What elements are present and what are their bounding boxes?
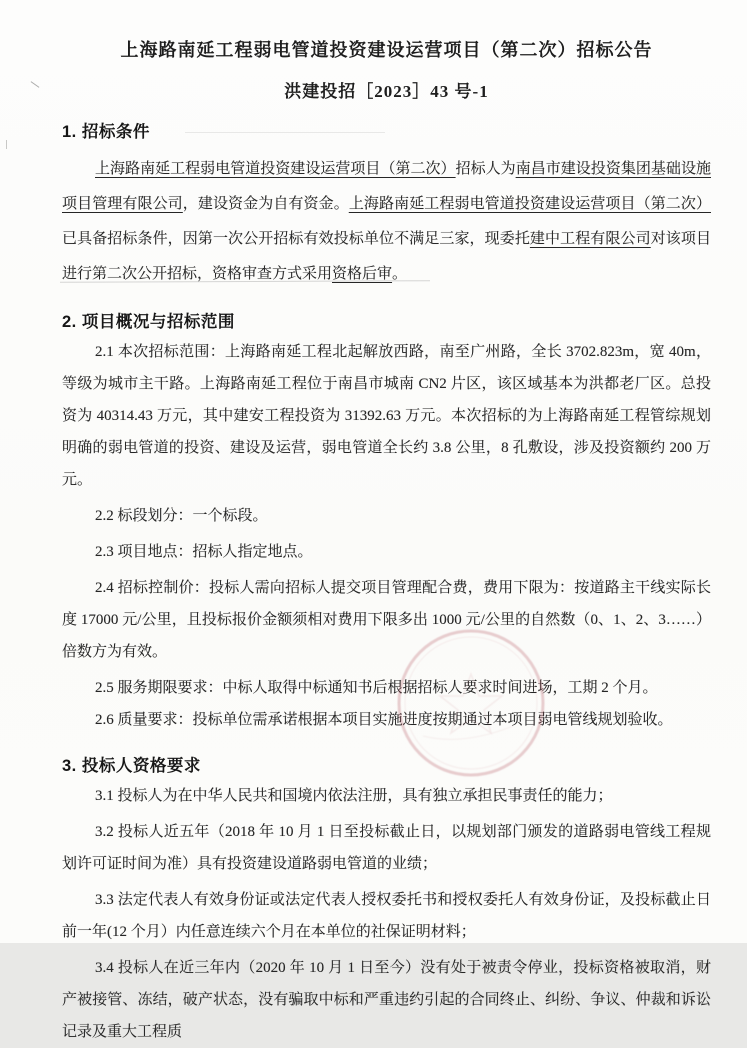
underlined-qualification-method: 资格后审 [332, 266, 393, 282]
text-segment: ，建设资金为自有资金。 [182, 196, 349, 212]
text-segment: 。 [392, 266, 408, 282]
clause-2-2: 2.2 标段划分：一个标段。 [95, 508, 268, 524]
clause-2-6: 2.6 质量要求：投标单位需承诺根据本项目实施进度按期通过本项目弱电管线规划验收。 [95, 712, 673, 728]
clause-2-3: 2.3 项目地点：招标人指定地点。 [95, 544, 313, 560]
clause-3-3: 3.3 法定代表人有效身份证或法定代表人授权委托书和授权委托人有效身份证，及投标截止日前一年(12 个月）内任意连续六个月在本单位的社保证明材料； [62, 892, 711, 940]
clause-2-1: 2.1 本次招标范围：上海路南延工程北起解放西路，南至广州路，全长 3702.823m，宽 40m，等级为城市主干路。上海路南延工程位于南昌市城南 CN2 片区，该区域基本为洪都老厂区。总投资为 40314.43 万元，其中建安工程投资为 31392.63 万元。本次招标的为上海路南延工程管综规划明确的弱电管道的投资、建设及运营，弱电管道全长约 3.8 公里，8 孔敷设，涉及投资额约 200 万元。 [62, 344, 711, 488]
clause-2-5: 2.5 服务期限要求：中标人取得中标通知书后根据招标人要求时间进场，工期 2 个月。 [95, 680, 658, 696]
text-segment: 已具备招标条件，因第一次公开招标有效投标单位不满足三家，现委托 [62, 231, 530, 247]
section-1-paragraph [62, 152, 711, 292]
underlined-project-name: 上海路南延工程弱电管道投资建设运营项目（第二次） [348, 196, 711, 212]
clause-2-4: 2.4 招标控制价：投标人需向招标人提交项目管理配合费，费用下限为：按道路主干线实际长度 17000 元/公里，且投标报价金额须相对费用下限多出 1000 元/公里的自然数（0、1、2、3……）倍数方为有效。 [62, 580, 711, 660]
document-number: 洪建投招［2023］43 号-1 [284, 82, 489, 101]
underlined-agency-name: 建中工程有限公司 [529, 231, 651, 247]
text-segment: 对该项目进行第二次公开招标，资格审查方式采用 [62, 231, 711, 282]
section-2-heading: 2. 项目概况与招标范围 [62, 313, 235, 331]
underlined-project-name: 上海路南延工程弱电管道投资建设运营项目（第二次） [95, 161, 456, 177]
clause-3-1: 3.1 投标人为在中华人民共和国境内依法注册，具有独立承担民事责任的能力； [95, 788, 613, 804]
clause-3-2: 3.2 投标人近五年（2018 年 10 月 1 日至投标截止日，以规划部门颁发的道路弱电管线工程规划许可证时间为准）具有投资建设道路弱电管道的业绩； [62, 824, 711, 872]
section-3-heading: 3. 投标人资格要求 [62, 757, 201, 775]
underlined-tenderer-name: 南昌市建设投资集团基础设施项目管理有限公司 [62, 161, 711, 212]
section-1-heading: 1. 招标条件 [62, 123, 150, 141]
document-title: 上海路南延工程弱电管道投资建设运营项目（第二次）招标公告 [120, 40, 653, 60]
clause-3-4: 3.4 投标人在近三年内（2020 年 10 月 1 日至今）没有处于被责令停业，投标资格被取消，财产被接管、冻结，破产状态，没有骗取中标和严重违约引起的合同终止、纠纷、争议、仲裁和诉讼记录及重大工程质 [62, 960, 711, 1040]
text-segment: 招标人为 [455, 161, 516, 177]
